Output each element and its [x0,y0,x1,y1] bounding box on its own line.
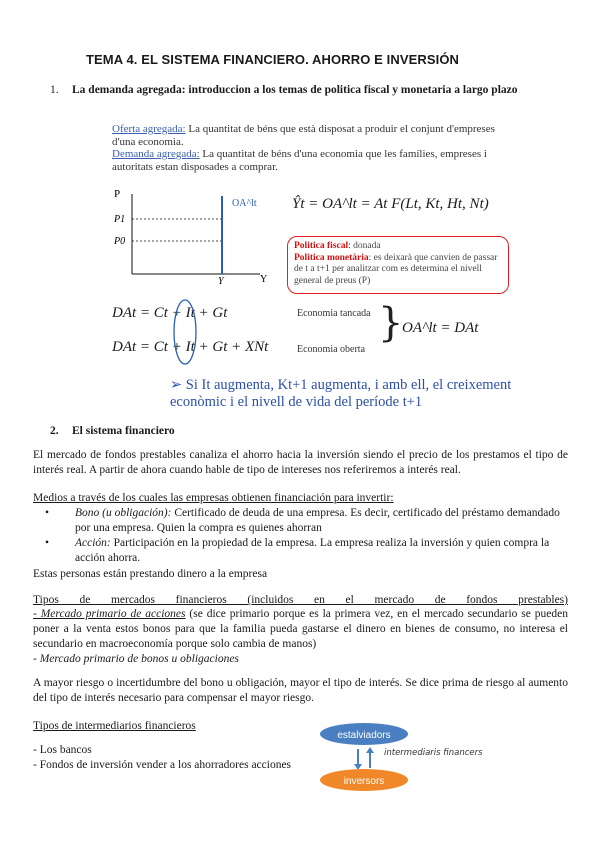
investment-highlight-ellipse [170,297,200,367]
section-1-heading [50,84,518,96]
intermediaries-label: intermediaris financers [384,748,483,758]
investment-growth-note [170,377,570,411]
mercado-primario-text: (se dice primario porque es la primera vez, en el mercado secundario se pueden poner a la venta estos bonos para que la familia pueda gastarse el dinero en bienes de consumo, no interesa el secundario en macroeconomía porque solo cambia de manos) [33,608,568,650]
mercado-primario-acciones [33,607,568,652]
section-2-number: 2. [50,425,59,437]
page-title: TEMA 4. EL SISTEMA FINANCIERO. AHORRO E INVERSIÓN [86,52,460,67]
arrow-bullet-icon: ➢ [170,377,186,393]
bullet-dot-icon: • [45,507,50,519]
list-item-bono [45,506,565,536]
demanda-text: La quantitat de béns d'una economia que les famílies, empreses i autoritats estan disposades a comprar. [112,148,487,173]
closed-economy-label: Economia tancada [297,308,371,319]
section-1-number: 1. [50,84,59,96]
equation-open-economy: DAt = Ct + It + Gt + XNt [112,339,269,355]
investors-label: inversors [343,776,385,787]
section-2-heading [50,425,175,437]
bono-text: Certificado de deuda de una empresa. Es decir, certificado del préstamo demandado por una empresa. Quien la compra es quienes ahorran [75,507,560,534]
bono-label: Bono (u obligación): [75,507,172,519]
definitions-block [112,123,512,173]
oferta-text: La quantitat de béns que està disposat a produir el conjunt d'empreses d'una economia. [112,123,495,148]
savers-label: estalviadors [337,730,391,741]
aggregate-supply-graph [110,186,280,286]
bullet-dot-icon: • [45,537,50,549]
graph-p0-label: P0 [114,236,126,247]
paragraph-fondos-prestables: El mercado de fondos prestables canaliza el ahorro hacia la inversión siendo el precio de los prestamos el tipo de interés real. A partir de ahora cuando hable de tipo de intereses nos referiremos a interés real. [33,449,568,476]
mercado-primario-label: - Mercado primario de acciones [33,608,186,620]
equation-top: Ŷt = OA^lt = At F(Lt, Kt, Ht, Nt) [292,196,489,212]
accion-label: Acción: [75,537,111,549]
intermediarios-heading: Tipos de intermediarios financieros [33,720,196,732]
intermediaries-diagram [318,722,483,794]
item-fondos: - Fondos de inversión vender a los ahorradores acciones [33,759,292,771]
prestando-line: Estas personas están prestando dinero a la empresa [33,568,268,580]
monetaria-label: Politica monetària [294,252,369,263]
paragraph-prima-riesgo: A mayor riesgo o incertidumbre del bono u obligación, mayor el tipo de interés. Se dice prima de riesgo al aumento del tipo de interés necesario para compensar el mayor riesgo. [33,677,568,704]
section-1-title: La demanda agregada: introduccion a los temas de politica fiscal y monetaria a largo plazo [72,84,518,96]
section-2-title: El sistema financiero [72,425,175,437]
investment-growth-text: Si It augmenta, Kt+1 augmenta, i amb ell, el creixement econòmic i el nivell de vida del període t+1 [170,377,512,410]
monetaria-text: : es deixarà que canvien de passar de t a t+1 per analitzar com es determina el nivell general de preus (P) [294,252,498,286]
graph-curve-label: OA^lt [232,198,257,209]
graph-p-label: P [114,188,121,200]
demanda-label: Demanda agregada: [112,148,200,160]
mercado-primario-bonos: - Mercado primario de bonos u obligaciones [33,653,239,665]
medios-heading: Medios a través de los cuales las empresas obtienen financiación para invertir: [33,492,394,504]
graph-p1-label: P1 [114,214,126,225]
list-item-accion [45,536,565,566]
fiscal-text: : donada [348,241,381,251]
equation-closed-economy: DAt = Ct + It + Gt [112,305,228,321]
open-economy-label: Economia oberta [297,344,366,355]
item-bancos: - Los bancos [33,744,92,756]
fiscal-label: Politica fiscal [294,241,349,251]
brace-symbol: } [378,300,404,346]
oferta-label: Oferta agregada: [112,123,186,135]
equation-equilibrium: OA^lt = DAt [402,320,479,336]
graph-y-point-label: Y [218,276,224,287]
accion-text: Participación en la propiedad de la empresa. La empresa realiza la inversión y quien compra la acción ahorra. [75,537,550,564]
graph-x-axis-label: Y [260,274,268,285]
policy-note-box [287,236,509,294]
tipos-mercados-heading: Tipos de mercados financieros (incluidos en el mercado de fondos prestables) [33,594,568,606]
